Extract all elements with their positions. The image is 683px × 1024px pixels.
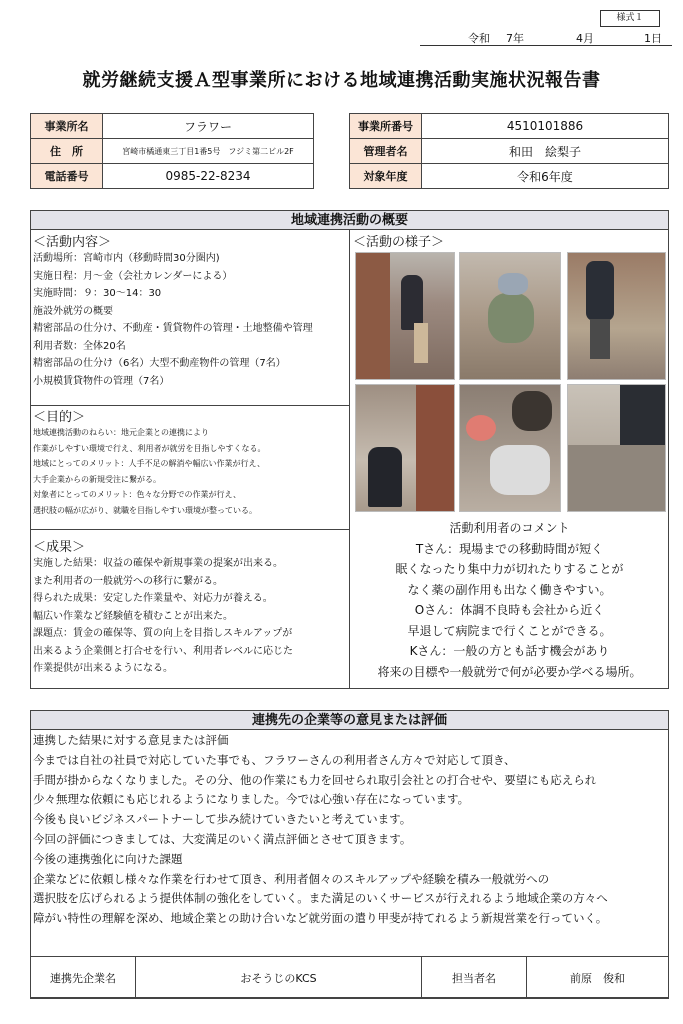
office-phone-label: 電話番号 <box>31 164 103 189</box>
evaluation-line: 少々無理な依頼にも応じれるようになりました。今では心強い存在になっています。 <box>33 792 470 807</box>
office-address: 宮崎市橘通東三丁目1番5号 フジミ第二ビル2F <box>103 139 314 164</box>
partner-company-label: 連携先企業名 <box>31 957 136 999</box>
user-comments <box>350 518 669 682</box>
purpose-title: ＜目的＞ <box>33 410 86 425</box>
purpose-line: 地域連携活動のねらい：地元企業との連携により <box>33 428 209 437</box>
activity-line: 利用者数：全体20名 <box>33 340 126 352</box>
activity-title: ＜活動内容＞ <box>33 235 112 250</box>
target-year-label: 対象年度 <box>350 164 422 189</box>
manager-name: 和田 絵梨子 <box>422 139 669 164</box>
office-phone: 0985-22-8234 <box>103 164 314 189</box>
scene-title: ＜活動の様子＞ <box>353 235 445 250</box>
result-line: 得られた成果：安定した作業量や、対応力が養える。 <box>33 593 273 604</box>
purpose-line: 対象者にとってのメリット：色々な分野での作業が行え、 <box>33 490 241 499</box>
activity-line: 施設外就労の概要 <box>33 305 113 317</box>
office-info-table <box>30 113 314 189</box>
result-line: 作業提供が出来るようになる。 <box>33 663 173 674</box>
evaluation-line: 企業などに依頼し様々な作業を行わせて頂き、利用者個々のスキルアップや経験を積み一般就労への <box>33 871 550 886</box>
evaluation-line: 今後も良いビジネスパートナーして歩み続けていきたいと考えています。 <box>33 812 412 827</box>
result-section <box>33 536 347 678</box>
result-line: 幅広い作業など経験値を積むことが出来た。 <box>33 610 233 622</box>
evaluation-line: 手間が掛からなくなりました。その分、他の作業にも力を回せられ取引会社との打合せや、要望にも応えられ <box>33 772 597 787</box>
activity-photo <box>459 252 561 380</box>
target-year: 令和6年度 <box>422 164 669 189</box>
result-line: また利用者の一般就労への移行に繋がる。 <box>33 575 223 587</box>
result-title: ＜成果＞ <box>33 540 86 555</box>
report-date <box>420 30 672 46</box>
activity-photo <box>459 384 561 512</box>
manager-label: 管理者名 <box>350 139 422 164</box>
overview-heading: 地域連携活動の概要 <box>31 211 668 230</box>
purpose-line: 選択肢の幅が広がり、就職を目指しやすい環境が整っている。 <box>33 505 257 515</box>
comment-line: 眠くなったり集中力が切れたりすることが <box>395 562 624 576</box>
activity-photo <box>567 384 666 512</box>
result-line: 出来るよう企業側と打合せを行い、利用者レベルに応じた <box>33 645 293 657</box>
activity-line: 精密部品の仕分け、不動産・賃貸物件の管理・土地整備や管理 <box>33 323 313 334</box>
office-number: 4510101886 <box>422 114 669 139</box>
evaluation-line: 今回の評価につきましては、大変満足のいく満点評価とさせて頂きます。 <box>33 831 412 846</box>
evaluation-line: 選択肢を広げられるよう提供体制の強化をしていく。また満足のいくサービスが行えれるよう地域企業の方々へ <box>33 891 608 906</box>
office-number-label: 事業所番号 <box>350 114 422 139</box>
partner-table <box>30 956 669 999</box>
result-line: 課題点：賃金の確保等、質の向上を目指しスキルアップが <box>33 628 293 639</box>
evaluation-line: 今後の連携強化に向けた課題 <box>33 851 183 866</box>
date-day: 1日 <box>644 32 662 45</box>
comment-line: 早退して病院まで行くことができる。 <box>407 623 612 638</box>
activity-line: 実施時間：９：30～14：30 <box>33 288 162 299</box>
partner-person: 前原 俊和 <box>527 957 669 999</box>
activity-line: 実施日程：月～金（会社カレンダーによる） <box>33 270 233 282</box>
evaluation-line: 今までは自社の社員で対応していた事でも、フラワーさんの利用者さん方々で対応して頂き、 <box>33 752 516 767</box>
result-divider-top <box>30 529 349 530</box>
form-number-badge: 様式１ <box>600 10 660 27</box>
comment-line: 将来の目標や一般就労で何が必要か学べる場所。 <box>377 664 642 679</box>
comment-line: Tさん：現場までの移動時間が短く <box>415 541 604 556</box>
evaluation-line: 障がい特性の理解を深め、地域企業との助け合いなど就労面の遣り甲斐が持てれるよう新規営業を行っていく。 <box>33 911 608 926</box>
activity-line: 精密部品の仕分け（6名）大型不動産物件の管理（7名） <box>33 358 286 369</box>
purpose-line: 作業がしやすい環境で行え、利用者が就労を目指しやすくなる。 <box>33 443 266 453</box>
date-year: 7年 <box>506 32 524 45</box>
evaluation-text <box>33 731 667 929</box>
office-name-label: 事業所名 <box>31 114 103 139</box>
comment-heading: 活動利用者のコメント <box>449 521 570 535</box>
activity-section <box>33 231 347 390</box>
evaluation-line: 連携した結果に対する意見または評価 <box>33 733 229 747</box>
report-title: 就労継続支援Ａ型事業所における地域連携活動実施状況報告書 <box>82 70 601 91</box>
activity-line: 小規模賃貸物件の管理（7名） <box>33 375 170 387</box>
date-era: 令和 <box>468 32 490 45</box>
activity-line: 活動場所：宮崎市内（移動時間30分圏内) <box>33 253 220 264</box>
purpose-line: 地域にとってのメリット：人手不足の解消や幅広い作業が行え、 <box>33 459 265 468</box>
comment-line: Kさん：一般の方とも話す機会があり <box>409 644 610 658</box>
comment-line: Oさん：体調不良時も会社から近く <box>414 603 605 617</box>
office-admin-table <box>349 113 669 189</box>
evaluation-heading: 連携先の企業等の意見または評価 <box>31 711 668 730</box>
date-month: 4月 <box>576 32 594 45</box>
office-address-label: 住 所 <box>31 139 103 164</box>
activity-photo <box>567 252 666 380</box>
office-name: フラワー <box>103 114 314 139</box>
purpose-line: 大手企業からの新規受注に繋がる。 <box>33 474 161 484</box>
activity-photo <box>355 252 455 380</box>
result-line: 実施した結果：収益の確保や新規事業の提案が出来る。 <box>33 558 283 569</box>
partner-person-label: 担当者名 <box>422 957 527 999</box>
purpose-section <box>33 406 347 518</box>
activity-photo <box>355 384 455 512</box>
comment-line: なく薬の副作用も出なく働きやすい。 <box>407 582 612 597</box>
partner-company: おそうじのKCS <box>136 957 422 999</box>
